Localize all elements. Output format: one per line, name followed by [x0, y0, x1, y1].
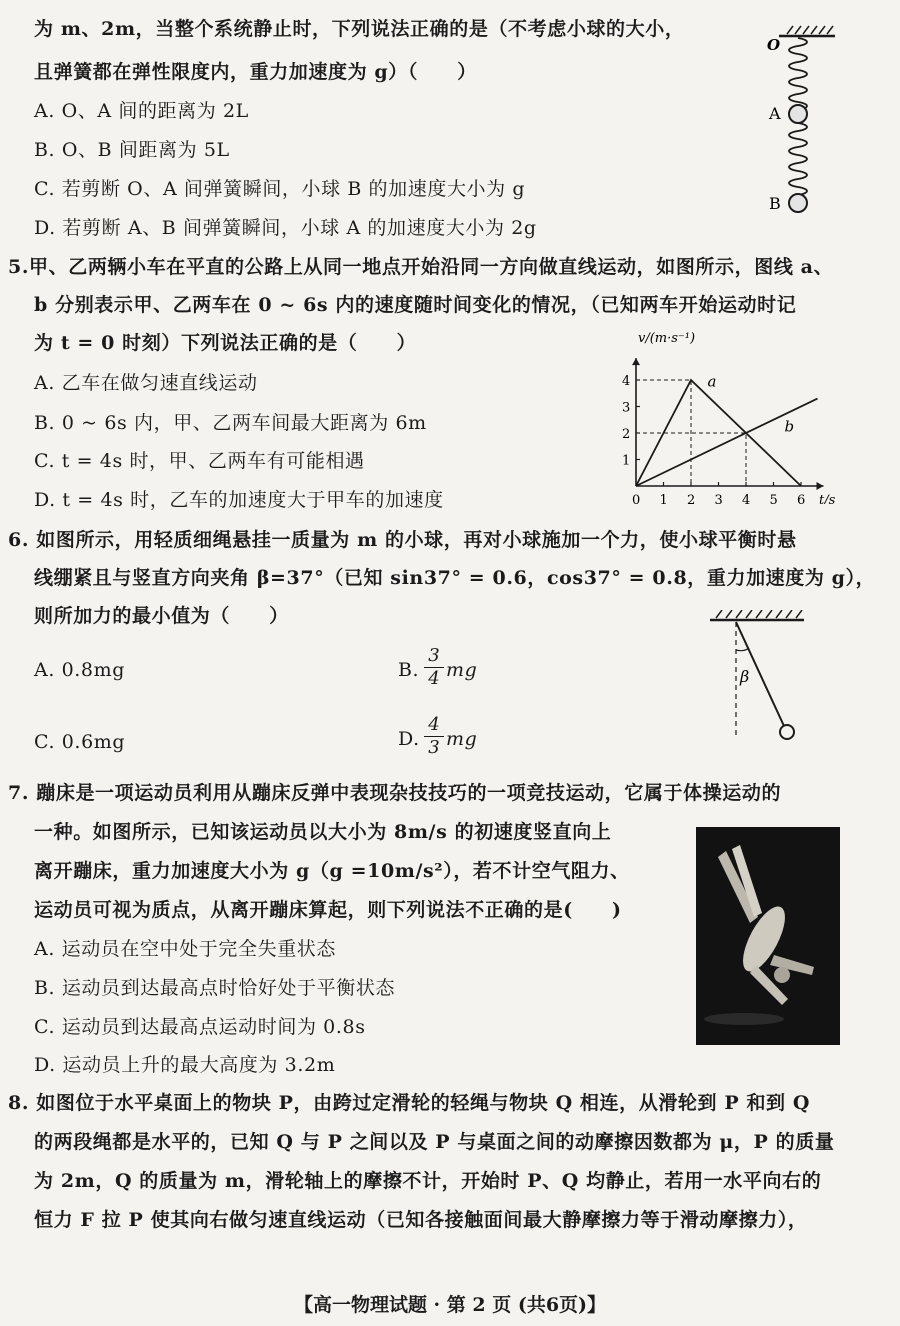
fraction-numerator: 3	[428, 645, 440, 666]
label-b: B	[769, 194, 781, 213]
q7-line-3: 离开蹦床，重力加速度大小为 g（g =10m/s²），若不计空气阻力、	[34, 860, 630, 882]
y-tick-label: 1	[622, 453, 631, 469]
x-axis-label: t/s	[819, 493, 836, 504]
q8-line-3: 为 2m，Q 的质量为 m，滑轮轴上的摩擦不计，开始时 P、Q 均静止，若用一水平向右的	[34, 1170, 822, 1192]
y-axis-arrow	[632, 358, 640, 365]
q7-option-a: A. 运动员在空中处于完全失重状态	[34, 938, 337, 960]
q6-option-d-unit: mg	[446, 728, 478, 750]
label-a: A	[769, 104, 781, 123]
q7-option-b: B. 运动员到达最高点时恰好处于平衡状态	[34, 977, 396, 999]
q4-option-d: D. 若剪断 A、B 间弹簧瞬间，小球 A 的加速度大小为 2g	[34, 217, 537, 239]
x-tick-label: 3	[714, 493, 723, 504]
q5-line-3: 为 t = 0 时刻）下列说法正确的是（ ）	[34, 332, 417, 354]
series-label-a: a	[707, 372, 717, 391]
q4-line-2: 且弹簧都在弹性限度内，重力加速度为 g）（ ）	[34, 61, 477, 83]
q6-option-b-fraction	[424, 646, 444, 689]
q7-option-c: C. 运动员到达最高点运动时间为 0.8s	[34, 1016, 366, 1038]
x-tick-label: 0	[632, 493, 641, 504]
q4-line-1: 为 m、2m，当整个系统静止时，下列说法正确的是（不考虑小球的大小，	[34, 18, 685, 40]
series-line-b	[636, 399, 818, 486]
q5-line-2: b 分别表示甲、乙两车在 0 ~ 6s 内的速度随时间变化的情况，（已知两车开始运动时记	[34, 294, 797, 316]
q5-option-b: B. 0 ~ 6s 内，甲、乙两车间最大距离为 6m	[34, 412, 427, 434]
y-tick-label: 2	[622, 427, 631, 442]
q6-line-2: 线绷紧且与竖直方向夹角 β=37°（已知 sin37° = 0.6，cos37° = 0.8，重力加速度为 g），	[34, 567, 876, 589]
fraction-numerator: 4	[428, 714, 440, 735]
q5-option-a: A. 乙车在做匀速直线运动	[34, 372, 258, 394]
q4-option-a: A. O、A 间的距离为 2L	[34, 100, 249, 122]
y-tick-label: 4	[622, 374, 631, 389]
q6-line-1: 6. 如图所示，用轻质细绳悬挂一质量为 m 的小球，再对小球施加一个力，使小球平衡时悬	[8, 529, 797, 551]
series-label-b: b	[784, 417, 795, 436]
q5-option-c: C. t = 4s 时，甲、乙两车有可能相遇	[34, 450, 365, 472]
fraction-denominator: 4	[428, 668, 440, 689]
x-tick-label: 2	[687, 493, 696, 504]
angle-beta-label: β	[740, 667, 750, 686]
x-tick-label: 4	[742, 493, 751, 504]
q6-option-d-prefix: D.	[398, 728, 420, 750]
x-tick-label: 5	[769, 493, 778, 504]
page-footer: 【高一物理试题 · 第 2 页 (共6页)】	[293, 1294, 607, 1316]
y-tick-label: 3	[622, 400, 631, 416]
x-axis-arrow	[817, 482, 824, 490]
trampoline-athlete-photo	[696, 827, 840, 1045]
q8-line-4: 恒力 F 拉 P 使其向右做匀速直线运动（已知各接触面间最大静摩擦力等于滑动摩擦力），	[34, 1209, 808, 1231]
x-tick-label: 1	[659, 493, 668, 504]
q8-line-1: 8. 如图位于水平桌面上的物块 P，由跨过定滑轮的轻绳与物块 Q 相连，从滑轮到 P 和到 Q	[8, 1092, 811, 1114]
q6-option-c: C. 0.6mg	[34, 731, 126, 753]
velocity-time-chart	[618, 326, 858, 504]
q4-option-b: B. O、B 间距离为 5L	[34, 139, 230, 161]
pendulum-figure	[700, 610, 820, 750]
q5-line-1: 5.甲、乙两辆小车在平直的公路上从同一地点开始沿同一方向做直线运动，如图所示，图线 a、	[8, 256, 834, 278]
q6-option-b-unit: mg	[446, 659, 478, 681]
q6-option-a: A. 0.8mg	[34, 659, 125, 681]
x-tick-label: 6	[797, 493, 806, 504]
y-axis-label: v/(m·s⁻¹)	[638, 331, 696, 346]
q7-line-2: 一种。如图所示，已知该运动员以大小为 8m/s 的初速度竖直向上	[34, 821, 612, 843]
q7-line-1: 7. 蹦床是一项运动员利用从蹦床反弹中表现杂技技巧的一项竞技运动，它属于体操运动的	[8, 782, 782, 804]
q8-line-2: 的两段绳都是水平的，已知 Q 与 P 之间以及 P 与桌面之间的动摩擦因数都为 μ，P 的质量	[34, 1131, 835, 1153]
q4-option-c: C. 若剪断 O、A 间弹簧瞬间，小球 B 的加速度大小为 g	[34, 178, 526, 200]
q7-line-4: 运动员可视为质点，从离开蹦床算起，则下列说法不正确的是( )	[34, 899, 622, 921]
spring-system-figure	[765, 18, 855, 223]
q5-option-d: D. t = 4s 时，乙车的加速度大于甲车的加速度	[34, 489, 444, 511]
q6-option-d-fraction	[424, 715, 444, 758]
q7-option-d: D. 运动员上升的最大高度为 3.2m	[34, 1054, 336, 1076]
label-o: O	[767, 36, 781, 54]
q6-option-b-prefix: B.	[398, 659, 420, 681]
q6-line-3: 则所加力的最小值为（ ）	[34, 605, 289, 627]
athlete-silhouette	[696, 827, 840, 1045]
fraction-denominator: 3	[428, 737, 440, 758]
